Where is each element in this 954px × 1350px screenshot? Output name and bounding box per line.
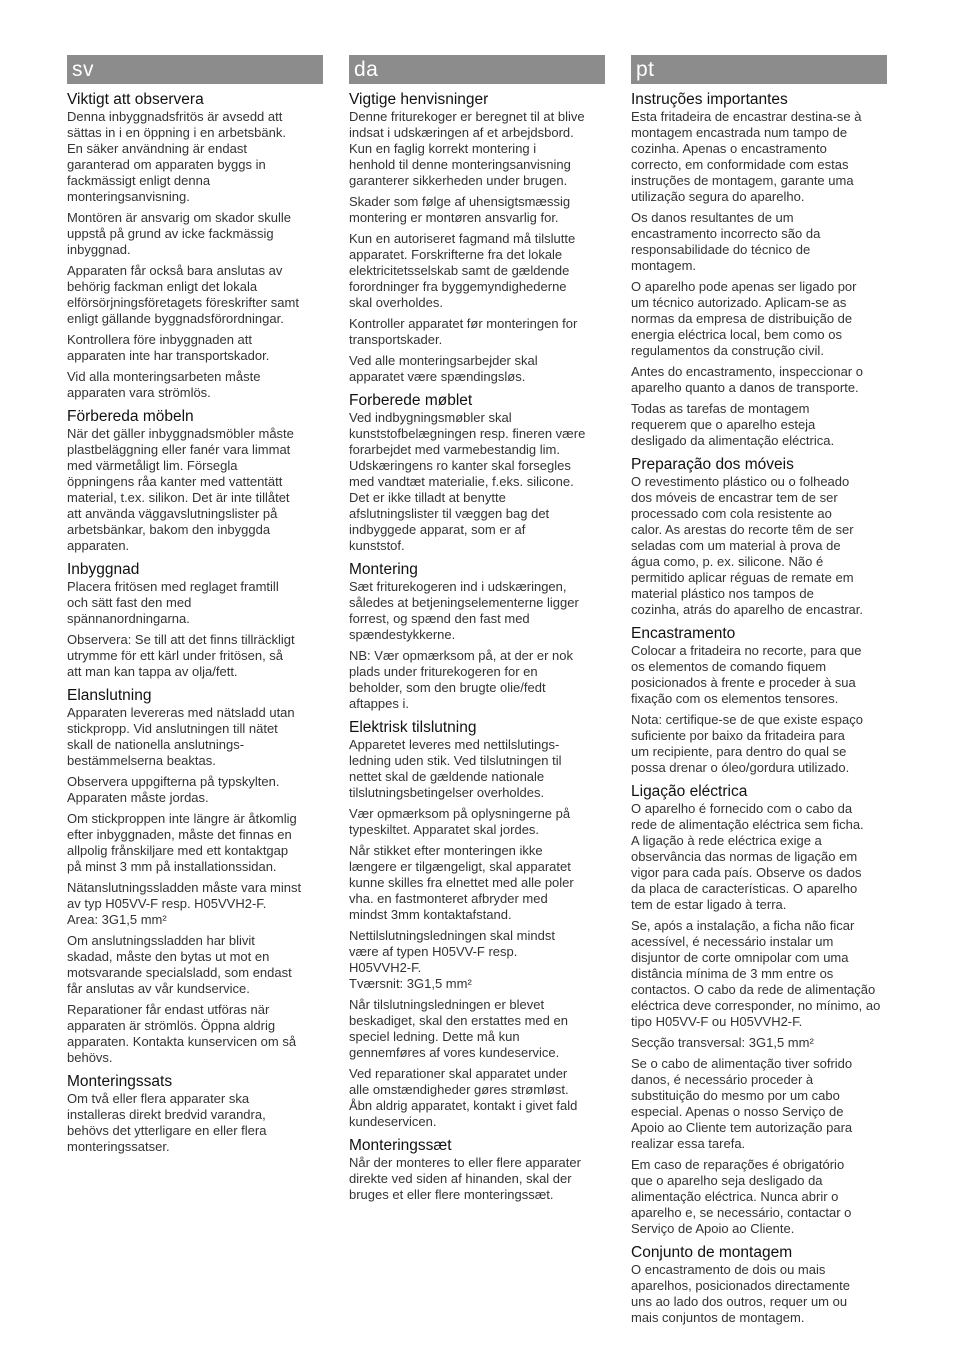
body-paragraph: NB: Vær opmærksom på, at der er nok plads under friturekogeren for en beholder, som den brugte olie/fedt aftappes i. bbox=[349, 648, 573, 711]
body-paragraph: Apparetet leveres med nettilslutings- ledning uden stik. Ved tilslutningen til nettet skal de gældende nationale tilslutningsbetingelser overholdes. bbox=[349, 737, 562, 800]
section bbox=[349, 561, 605, 712]
section bbox=[67, 408, 323, 554]
body-paragraph: Om stickproppen inte längre är åtkomlig efter inbyggnaden, måste det finnas en allpolig frånskiljare med ett kontaktgap på minst 3 mm på installationssidan. bbox=[67, 811, 297, 874]
body-paragraph: Denne friturekoger er beregnet til at blive indsat i udskæringen af et arbejdsbord. Kun en faglig korrekt montering i henhold til denne monteringsanvisning garanterer sikkerheden under brugen. bbox=[349, 109, 585, 188]
section-heading: Inbyggnad bbox=[67, 561, 140, 578]
body-paragraph: Når der monteres to eller flere apparater direkte ved siden af hinanden, skal der bruges et eller flere monteringssæt. bbox=[349, 1155, 581, 1202]
section-heading: Conjunto de montagem bbox=[631, 1244, 793, 1261]
body-paragraph: Apparaten levereras med nätsladd utan stickpropp. Vid anslutningen till nätet skall de nationella anslutnings- bestämmelserna beaktas. bbox=[67, 705, 295, 768]
section bbox=[631, 1244, 887, 1326]
section-heading: Elanslutning bbox=[67, 687, 152, 704]
section-heading: Monteringssæt bbox=[349, 1137, 452, 1154]
language-header-sv: sv bbox=[67, 55, 323, 84]
body-paragraph: O revestimento plástico ou o folheado dos móveis de encastrar tem de ser processado com cola resistente ao calor. As arestas do recorte têm de ser seladas com um material à prova de água como, p. ex. silicone. Não é permitido aplicar réguas de remate em material plástico nos tampos de cozinha, atrás do aparelho de encastrar. bbox=[631, 474, 863, 617]
body-paragraph: Når stikket efter monteringen ikke længere er tilgængeligt, skal apparatet kunne skilles fra elnettet med alle poler vha. en fastmonteret afbryder med mindst 3mm kontaktafstand. bbox=[349, 843, 574, 922]
section-heading: Viktigt att observera bbox=[67, 91, 204, 108]
body-paragraph: Reparationer får endast utföras när apparaten är strömlös. Öppna aldrig apparaten. Kontakta kunservicen om så behövs. bbox=[67, 1002, 297, 1065]
section bbox=[349, 719, 605, 1130]
language-header-da: da bbox=[349, 55, 605, 84]
sections-sv bbox=[67, 91, 323, 1155]
body-paragraph: Om två eller flera apparater ska installeras direkt bredvid varandra, behövs det ytterligare en eller flera monteringssatser. bbox=[67, 1091, 267, 1154]
body-paragraph: Todas as tarefas de montagem requerem que o aparelho esteja desligado da alimentação eléctrica. bbox=[631, 401, 835, 448]
body-paragraph: Secção transversal: 3G1,5 mm² bbox=[631, 1035, 814, 1050]
sections-pt bbox=[631, 91, 887, 1326]
section-heading: Vigtige henvisninger bbox=[349, 91, 489, 108]
section bbox=[67, 687, 323, 1066]
body-paragraph: Om anslutningssladden har blivit skadad, måste den bytas ut mot en motsvarande specialsladd, som endast får anslutas av vår kundservice. bbox=[67, 933, 292, 996]
column-da bbox=[349, 55, 605, 1210]
body-paragraph: Kontroller apparatet før monteringen for transportskader. bbox=[349, 316, 578, 347]
body-paragraph: Nota: certifique-se de que existe espaço suficiente por baixo da fritadeira para um recipiente, para dentro do qual se possa drenar o óleo/gordura utilizado. bbox=[631, 712, 863, 775]
body-paragraph: Ved indbygningsmøbler skal kunststofbelægningen resp. fineren være forarbejdet med varmebestandig lim. Udskæringens ro kanter skal forsegles med vandtæt materialie, f.eks. silicone. Det er ikke tilladt at benytte afslutningslister til væggen bag det indbyggede apparat, som er af kunststof. bbox=[349, 410, 586, 553]
section-heading: Encastramento bbox=[631, 625, 736, 642]
section-heading: Förbereda möbeln bbox=[67, 408, 194, 425]
section bbox=[631, 91, 887, 449]
section-heading: Instruções importantes bbox=[631, 91, 788, 108]
body-paragraph: Ved reparationer skal apparatet under alle omstændigheder gøres strømløst. Åbn aldrig apparatet, kontakt i givet fald kundeservicen. bbox=[349, 1066, 578, 1129]
section bbox=[349, 91, 605, 385]
section bbox=[349, 392, 605, 554]
body-paragraph: Antes do encastramento, inspeccionar o aparelho quanto a danos de transporte. bbox=[631, 364, 863, 395]
body-paragraph: Placera fritösen med reglaget framtill och sätt fast den med spännanordningarna. bbox=[67, 579, 279, 626]
section-heading: Ligação eléctrica bbox=[631, 783, 748, 800]
body-paragraph: Sæt friturekogeren ind i udskæringen, således at betjeningselementerne ligger forrest, og spænd den fast med spændestykkerne. bbox=[349, 579, 579, 642]
body-paragraph: Vær opmærksom på oplysningerne på typeskiltet. Apparatet skal jordes. bbox=[349, 806, 571, 837]
section bbox=[631, 625, 887, 776]
body-paragraph: Esta fritadeira de encastrar destina-se à montagem encastrada num tampo de cozinha. Apenas o encastramento correcto, em conformidade com estas instruções de montagem, garante uma utilização segura do aparelho. bbox=[631, 109, 862, 204]
language-header-pt: pt bbox=[631, 55, 887, 84]
section-heading: Monteringssats bbox=[67, 1073, 173, 1090]
body-paragraph: Denna inbyggnadsfritös är avsedd att sättas in i en öppning i en arbetsbänk. En säker användning är endast garanterad om apparaten byggs in fackmässigt enligt denna monteringsanvisning. bbox=[67, 109, 286, 204]
body-paragraph: Os danos resultantes de um encastramento incorrecto são da responsabilidade do técnico de montagem. bbox=[631, 210, 821, 273]
body-paragraph: Skader som følge af uhensigtsmæssig montering er montøren ansvarlig for. bbox=[349, 194, 571, 225]
body-paragraph: Colocar a fritadeira no recorte, para que os elementos de comando fiquem posicionados à frente e proceder à sua fixação com os elementos tensores. bbox=[631, 643, 862, 706]
section bbox=[67, 1073, 323, 1155]
body-paragraph: Observera uppgifterna på typskylten. Apparaten måste jordas. bbox=[67, 774, 280, 805]
body-paragraph: När det gäller inbyggnadsmöbler måste plastbeläggning eller fanér vara limmat med värmetåligt lim. Försegla öppningens råa kanter med vattentätt material, t.ex. silikon. Det är inte tillåtet att använda väggavslutningslister på arbetsbänkar, bakom den inbyggda apparaten. bbox=[67, 426, 294, 553]
sections-da bbox=[349, 91, 605, 1203]
body-paragraph: Observera: Se till att det finns tillräckligt utrymme för ett kärl under fritösen, så att man kan tappa av olja/fett. bbox=[67, 632, 295, 679]
body-paragraph: Apparaten får också bara anslutas av behörig fackman enligt det lokala elförsörjningsföretagets föreskrifter samt enligt gällande byggnadsförordningar. bbox=[67, 263, 299, 326]
body-paragraph: Vid alla monteringsarbeten måste apparaten vara strömlös. bbox=[67, 369, 261, 400]
body-paragraph: Kontrollera före inbyggnaden att apparaten inte har transportskador. bbox=[67, 332, 270, 363]
body-paragraph: O encastramento de dois ou mais aparelhos, posicionados directamente uns ao lado dos outros, requer um ou mais conjuntos de montagem. bbox=[631, 1262, 850, 1325]
column-pt bbox=[631, 55, 887, 1333]
body-paragraph: Montören är ansvarig om skador skulle uppstå på grund av icke fackmässig inbyggnad. bbox=[67, 210, 291, 257]
body-paragraph: O aparelho pode apenas ser ligado por um técnico autorizado. Aplicam-se as normas da empresa de distribuição de energia eléctrica local, bem como os regulamentos da construção civil. bbox=[631, 279, 857, 358]
body-paragraph: Ved alle monteringsarbejder skal apparatet være spændingsløs. bbox=[349, 353, 538, 384]
column-sv bbox=[67, 55, 323, 1162]
body-paragraph: O aparelho é fornecido com o cabo da rede de alimentação eléctrica sem ficha. A ligação à rede eléctrica exige a observância das normas de ligação em vigor para cada país. Observe os dados da placa de características. O aparelho tem de estar ligado à terra. bbox=[631, 801, 864, 912]
body-paragraph: Se, após a instalação, a ficha não ficar acessível, é necessário instalar um disjuntor de corte omnipolar com uma distância mínima de 3 mm entre os contactos. O cabo da rede de alimentação eléctrica deve corresponder, no mínimo, ao tipo H05VV-F ou H05VVH2-F. bbox=[631, 918, 881, 1029]
section bbox=[349, 1137, 605, 1203]
section bbox=[67, 561, 323, 680]
section-heading: Preparação dos móveis bbox=[631, 456, 794, 473]
section-heading: Montering bbox=[349, 561, 418, 578]
section-heading: Elektrisk tilslutning bbox=[349, 719, 477, 736]
body-paragraph: Nettilslutningsledningen skal mindst være af typen H05VV-F resp. H05VVH2-F. Tværsnit: 3G1,5 mm² bbox=[349, 928, 555, 991]
section bbox=[631, 783, 887, 1237]
section-heading: Forberede møblet bbox=[349, 392, 473, 409]
body-paragraph: Kun en autoriseret fagmand må tilslutte apparatet. Forskrifterne fra det lokale elektricitetsselskab samt de gældende forordninger fra byggemyndighederne skal overholdes. bbox=[349, 231, 576, 310]
section bbox=[67, 91, 323, 401]
body-paragraph: Når tilslutningsledningen er blevet beskadiget, skal den erstattes med en speciel ledning. Dette må kun gennemføres af vores kundeservice. bbox=[349, 997, 568, 1060]
body-paragraph: Se o cabo de alimentação tiver sofrido danos, é necessário proceder à substituição do mesmo por um cabo especial. Apenas o nosso Serviço de Apoio ao Cliente tem autorização para realizar essa tarefa. bbox=[631, 1056, 853, 1151]
body-paragraph: Em caso de reparações é obrigatório que o aparelho seja desligado da alimentação eléctrica. Nunca abrir o aparelho e, se necessário, contactar o Serviço de Apoio ao Cliente. bbox=[631, 1157, 852, 1236]
body-paragraph: Nätanslutningssladden måste vara minst av typ H05VV-F resp. H05VVH2-F. Area: 3G1,5 mm² bbox=[67, 880, 302, 927]
section bbox=[631, 456, 887, 618]
